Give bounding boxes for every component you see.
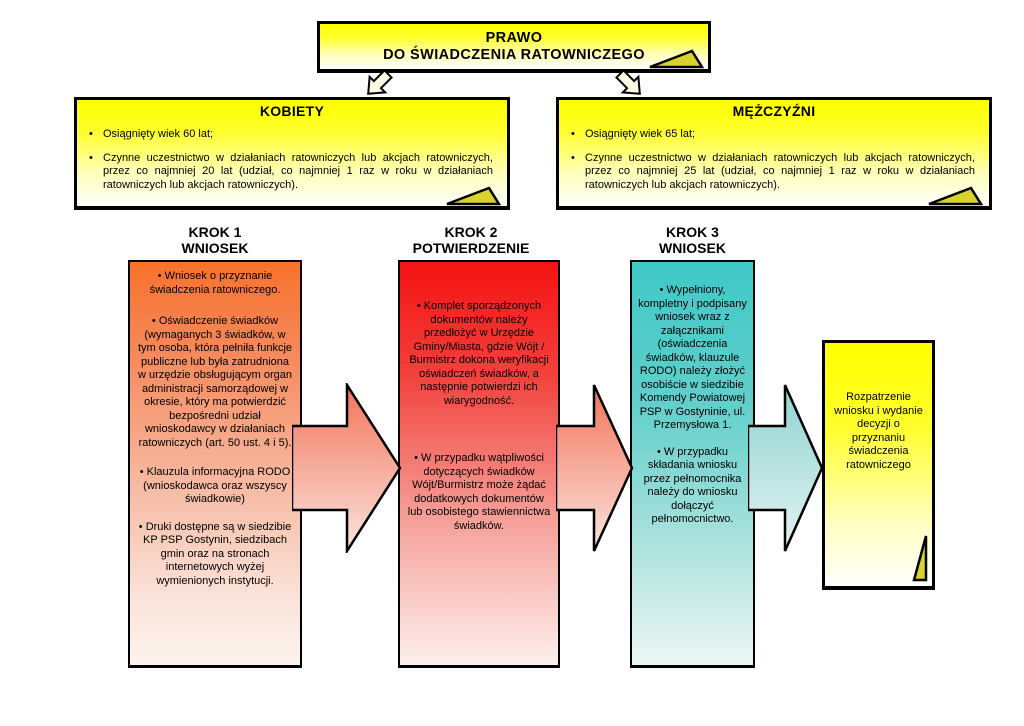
- step1-bullet-4: • Druki dostępne są w siedzibie KP PSP Gostynin, siedzibach gmin oraz na stronach internetowych wyżej wymienionych instytucji.: [136, 521, 294, 589]
- men-bullet-1: Osiągnięty wiek 65 lat;: [585, 128, 696, 140]
- step2-column: [398, 260, 560, 668]
- arrow-right-icon: [292, 383, 402, 553]
- result-text: Rozpatrzenie wniosku i wydanie decyzji o przyznaniu świadczenia ratowniczego: [834, 391, 923, 471]
- step1-bullet-2: • Oświadczenie świadków (wymaganych 3 świadków, w tym osoba, która pełniła funkcje publiczne lub była zatrudniona w urzędzie obsługującym organ administracji samorządowej w okresie, który ma potwierdzić bezpośredni udział wnioskodawcy w działaniach ratowniczych (art. 50 ust. 4 i 5).: [136, 315, 294, 450]
- folded-corner-icon: [445, 186, 501, 206]
- step3-header-line1: KROK 3: [666, 224, 719, 240]
- step3-bullet-2: • W przypadku składania wniosku przez pełnomocnika należy do wniosku dołączyć pełnomocnictwo.: [637, 446, 748, 527]
- women-box-title: KOBIETY: [259, 103, 325, 119]
- folded-corner-icon: [910, 532, 930, 584]
- step2-bullet-1: • Komplet sporządzonych dokumentów należy przedłożyć w Urzędzie Gminy/Miasta, gdzie Wójt / Burmistrz dokona weryfikacji oświadczeń świadków, a następnie potwierdzi ich wiarygodność.: [406, 300, 552, 408]
- women-bullet-2: Czynne uczestnictwo w działaniach ratowniczych lub akcjach ratowniczych, przez co najmniej 20 lat (udział, co najmniej 1 raz w roku w działaniach ratowniczych lub akcjach ratowniczych).: [103, 151, 493, 191]
- arrow-right-icon: [748, 383, 824, 553]
- step3-header-line2: WNIOSEK: [659, 240, 726, 256]
- step1-header-line2: WNIOSEK: [181, 240, 249, 256]
- step2-header-line1: KROK 2: [444, 224, 498, 240]
- list-item: [571, 128, 975, 142]
- step1-bullet-3: • Klauzula informacyjna RODO (wnioskodawca oraz wszyscy świadkowie): [136, 466, 294, 507]
- step2-header-line2: POTWIERDZENIE: [412, 240, 530, 256]
- men-bullet-2: Czynne uczestnictwo w działaniach ratowniczych lub akcjach ratowniczych, przez co najmniej 25 lat (udział, co najmniej 1 raz w roku w działaniach ratowniczych lub akcjach ratowniczych).: [585, 151, 975, 191]
- step1-column: [128, 260, 302, 668]
- folded-corner-icon: [648, 49, 704, 69]
- bullet-icon: [89, 128, 103, 142]
- step1-bullet-1: • Wniosek o przyznanie świadczenia ratowniczego.: [136, 270, 294, 297]
- title-line-2: DO ŚWIADCZENIA RATOWNICZEGO: [383, 47, 645, 63]
- step3-bullet-1: • Wypełniony, kompletny i podpisany wniosek wraz z załącznikami (oświadczenia świadków, klauzule RODO) należy złożyć osobiście w siedzibie Komendy Powiatowej PSP w Gostyninie, ul. Przemysłowa 1.: [637, 284, 748, 433]
- list-item: [89, 152, 493, 193]
- title-box: [317, 21, 711, 73]
- men-box: [556, 97, 992, 210]
- step2-header: [390, 224, 552, 256]
- step3-header: [630, 224, 755, 256]
- step2-bullet-2: • W przypadku wątpliwości dotyczących świadków Wójt/Burmistrz może żądać dodatkowych dokumentów lub osobistego stawiennictwa świadków.: [406, 452, 552, 533]
- title-line-1: PRAWO: [485, 30, 543, 46]
- list-item: [571, 152, 975, 193]
- bullet-icon: [89, 152, 103, 193]
- step1-header-line1: KROK 1: [188, 224, 242, 240]
- step3-column: [630, 260, 755, 668]
- result-box: [822, 340, 935, 590]
- bullet-icon: [571, 128, 585, 142]
- list-item: [89, 128, 493, 142]
- bullet-icon: [571, 152, 585, 193]
- folded-corner-icon: [927, 186, 983, 206]
- men-box-title: MĘŻCZYŹNI: [732, 103, 816, 119]
- step1-header: [128, 224, 302, 256]
- arrow-right-icon: [556, 383, 634, 553]
- women-box: [74, 97, 510, 210]
- women-bullet-1: Osiągnięty wiek 60 lat;: [103, 128, 214, 140]
